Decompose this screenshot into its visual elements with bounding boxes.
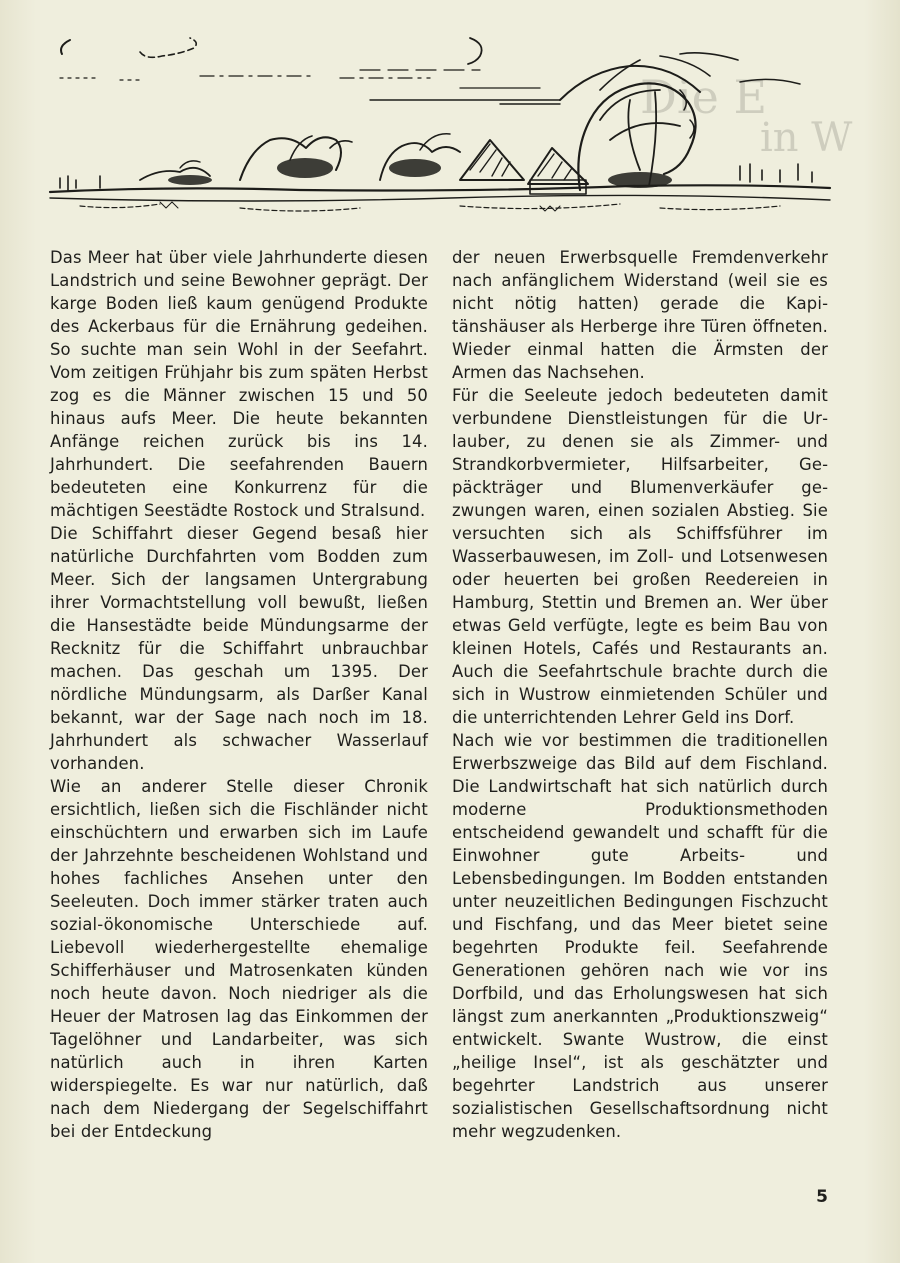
page-number: 5 [816,1187,828,1207]
paragraph: Nach wie vor bestimmen die traditionellen Erwerbszweige das Bild auf dem Fischland. Die Landwirtschaft hat sich natürlich durch moderne Produktionsmethoden entscheidend gewandelt und schafft für die Einwohner gute Arbeits- und Lebensbedingungen. Im Bodden entstanden unter neuzeitlichen Bedingungen Fischzucht und Fischfang, und das Meer bietet seine begehrten Produkte feil. Seefahrende Generationen gehören nach wie vor ins Dorfbild, und das Erholungswesen hat sich längst zum anerkannten „Produktionszweig“ entwickelt. Swante Wustrow, die einst „heilige Insel“, ist als geschätzter und begehrter Landstrich aus unserer sozialistischen Gesellschaftsordnung nicht mehr wegzudenken. [452,731,828,1141]
village-landscape-sketch-icon [40,30,840,225]
text-column-right [452,246,828,1143]
paragraph: Für die Seeleute jedoch bedeuteten damit verbundene Dienstleistungen für die Urlauber, zu denen sie als Zimmer- und Strandkorbvermieter, Hilfsarbeiter, Gepäckträger und Blumenverkäufer gezwungen waren, einen sozialen Abstieg. Sie versuchten sich als Schiffsführer im Wasserbauwesen, im Zoll- und Lotsenwesen oder heuerten bei großen Reedereien in Hamburg, Stettin und Bremen an. Wer über etwas Geld verfügte, legte es beim Bau von kleinen Hotels, Cafés und Restaurants an. Auch die Seefahrtschule brachte durch die sich in Wustrow einmietenden Schüler und die unterrichtenden Lehrer Geld ins Dorf. [452,386,828,727]
paragraph: der neuen Erwerbsquelle Fremdenverkehr nach anfänglichem Widerstand (weil sie es nicht nötig hatten) gerade die Kapitänshäuser als Herberge ihre Türen öffneten. Wieder einmal hatten die Ärmsten der Armen das Nachsehen. [452,248,828,382]
text-column-left [50,246,428,1143]
paragraph: Die Schiffahrt dieser Gegend besaß hier natürliche Durchfahrten vom Bodden zum Meer. Sich der langsamen Untergrabung ihrer Vormachtstellung voll bewußt, ließen die Hansestädte beide Mündungsarme der Recknitz für die Schiffahrt unbrauchbar machen. Das geschah um 1395. Der nördliche Mündungsarm, als Darßer Kanal bekannt, war der Sage nach noch im 18. Jahrhundert als schwacher Wasserlauf vorhanden. [50,524,428,773]
show-through-title: Die E [640,70,768,124]
paragraph: Wie an anderer Stelle dieser Chronik ersichtlich, ließen sich die Fischländer nicht einschüchtern und erwarben sich im Laufe der Jahrzehnte bescheidenen Wohlstand und hohes fachliches Ansehen unter den Seeleuten. Doch immer stärker traten auch sozial-ökonomische Unterschiede auf. Liebevoll wiederhergestellte ehemalige Schifferhäuser und Matrosenkaten künden noch heute davon. Noch niedriger als die Heuer der Matrosen lag das Einkommen der Tagelöhner und Landarbeiter, was sich natürlich auch in ihren Karten widerspiegelte. Es war nur natürlich, daß nach dem Niedergang der Segelschiffahrt bei der Entdeckung [50,777,428,1141]
show-through-subtitle: in W [760,115,853,161]
paragraph: Das Meer hat über viele Jahrhunderte diesen Landstrich und seine Bewohner geprägt. Der karge Boden ließ kaum genügend Produkte des Ackerbaus für die Ernährung gedeihen. So suchte man sein Wohl in der Seefahrt. Vom zeitigen Frühjahr bis zum späten Herbst zog es die Männer zwischen 15 und 50 hinaus aufs Meer. Die heute bekannten Anfänge reichen zurück bis ins 14. Jahrhundert. Die seefahrenden Bauern bedeuteten eine Konkurrenz für die mächtigen Seestädte Rostock und Stralsund. [50,248,428,520]
